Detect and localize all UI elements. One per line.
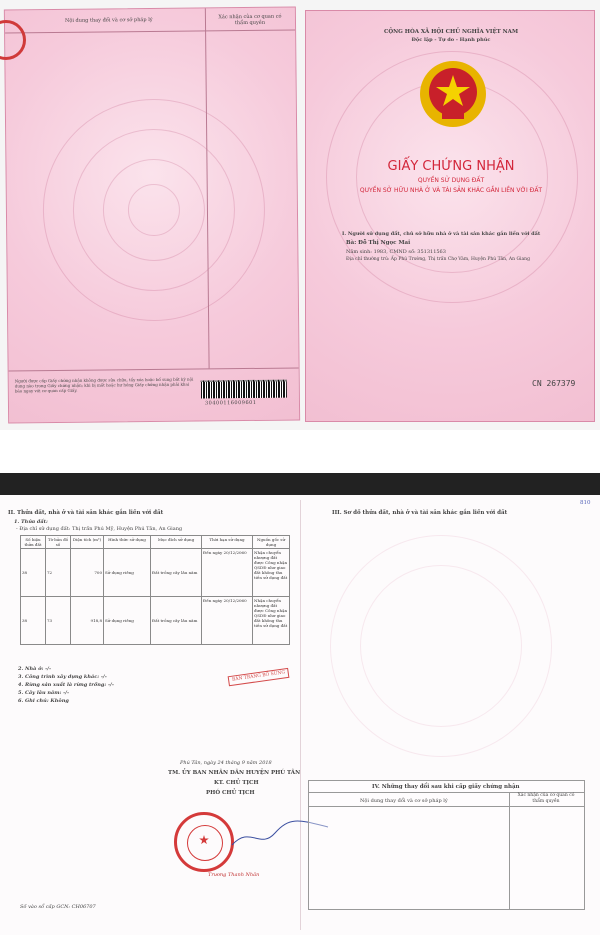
item-perennial: 5. Cây lâu năm: -/-	[18, 690, 70, 696]
supplement-stamp: BẢN TRANG BỔ SUNG	[228, 668, 290, 686]
corner-mark: 810	[580, 500, 591, 506]
signer-name: Trương Thanh Nhân	[208, 872, 260, 878]
authority-line-1: TM. ỦY BAN NHÂN DÂN HUYỆN PHÚ TÂN	[168, 770, 301, 776]
item-house: 2. Nhà ở: -/-	[18, 666, 52, 672]
table-header: Diện tích (m²)	[71, 536, 104, 549]
table-cell: Đến ngày 20/12/2060	[202, 549, 253, 597]
col2-header: Xác nhận của cơ quan có thẩm quyền	[218, 13, 282, 27]
country-name: CỘNG HÒA XÃ HỘI CHỦ NGHĨA VIỆT NAM	[383, 29, 519, 35]
section-3-heading: III. Sơ đồ thửa đất, nhà ở và tài sản khác gắn liền với đất	[332, 510, 508, 516]
table-cell: Đất trồng cây lâu năm	[151, 549, 202, 597]
serial-number: CN 267379	[532, 379, 576, 388]
table-cell: Đến ngày 20/12/2060	[202, 597, 253, 645]
certificate-subtitle-2: QUYỀN SỞ HỮU NHÀ Ở VÀ TÀI SẢN KHÁC GẮN LIỀN VỚI ĐẤT	[359, 187, 543, 194]
barcode	[201, 380, 287, 399]
official-seal-icon	[174, 812, 234, 872]
item-1-label: 1. Thửa đất:	[14, 519, 48, 525]
table-cell: 38	[21, 597, 46, 645]
owner-birth: Năm sinh: 1983, CMND số: 351311563	[346, 249, 446, 255]
section-2-heading: II. Thửa đất, nhà ở và tài sản khác gắn liền với đất	[8, 510, 164, 516]
item-forest: 4. Rừng sản xuất là rừng trồng: -/-	[18, 682, 114, 688]
footer-note: Người được cấp Giấy chứng nhận không được sửa chữa, tẩy xóa hoặc bổ sung bất kỳ nội dung nào trong Giấy chứng nhận; khi bị mất hoặc hư hỏng Giấy chứng nhận phải khai báo ngay với cơ quan cấp Giấy.	[14, 376, 194, 394]
owner-name: Bà: Đỗ Thị Ngọc Mai	[346, 240, 411, 246]
col1-header: Nội dung thay đổi và cơ sở pháp lý	[64, 16, 153, 24]
table-cell: 700	[71, 549, 104, 597]
land-address: - Địa chỉ sử dụng đất: Thị trấn Phú Mỹ, Huyện Phú Tân, An Giang	[16, 526, 183, 532]
table-cell: Nhận chuyển nhượng đất được Công nhận QSDĐ như giao đất không thu tiền sử dụng đất	[253, 597, 290, 645]
table-header: Nguồn gốc sử dụng	[253, 536, 290, 549]
table-header: Mục đích sử dụng	[151, 536, 202, 549]
table-cell: 72	[46, 549, 71, 597]
table-header: Hình thức sử dụng	[104, 536, 151, 549]
table-cell: Sử dụng riêng	[104, 549, 151, 597]
section-4-col1: Nội dung thay đổi và cơ sở pháp lý	[360, 798, 448, 804]
certificate-front-cover	[305, 10, 595, 422]
table-cell: Sử dụng riêng	[104, 597, 151, 645]
table-cell: Nhận chuyển nhượng đất được Công nhận QSDĐ như giao đất không thu tiền sử dụng đất	[253, 549, 290, 597]
item-construction: 3. Công trình xây dựng khác: -/-	[18, 674, 107, 680]
table-row	[21, 597, 290, 645]
barcode-number: 30400116009601	[204, 399, 257, 407]
table-header: Thời hạn sử dụng	[202, 536, 253, 549]
item-note: 6. Ghi chú: Không	[18, 698, 69, 704]
certificate-back-cover	[4, 6, 300, 423]
section-4-col2: Xác nhận của cơ quan có thẩm quyền	[517, 793, 575, 804]
registry-number: Số vào sổ cấp GCN: CH06707	[20, 904, 96, 910]
national-emblem-icon	[418, 59, 488, 129]
motto: Độc lập - Tự do - Hạnh phúc	[411, 37, 491, 43]
certificate-subtitle-1: QUYỀN SỬ DỤNG ĐẤT	[417, 177, 485, 184]
land-table	[20, 535, 290, 645]
divider-bar	[0, 473, 600, 495]
table-cell: 918,8	[71, 597, 104, 645]
issue-date: Phú Tân, ngày 24 tháng 9 năm 2018	[180, 760, 272, 766]
table-cell: Đất trồng cây lâu năm	[151, 597, 202, 645]
table-header-row	[21, 536, 290, 549]
table-cell: 38	[21, 549, 46, 597]
certificate-title: GIẤY CHỨNG NHẬN	[387, 159, 515, 174]
owner-address: Địa chỉ thường trú: Ấp Phú Trường, Thị trấn Chợ Vàm, Huyện Phú Tân, An Giang	[346, 257, 530, 262]
table-row	[21, 549, 290, 597]
table-cell: 73	[46, 597, 71, 645]
authority-line-2: KT. CHỦ TỊCH	[214, 780, 259, 786]
table-header: Tờ bản đồ số	[46, 536, 71, 549]
table-header: Số hiệu thửa đất	[21, 536, 46, 549]
authority-line-3: PHÓ CHỦ TỊCH	[206, 790, 255, 796]
section-4-heading: IV. Những thay đổi sau khi cấp giấy chứng nhận	[372, 784, 520, 790]
section-1-heading: I. Người sử dụng đất, chủ sở hữu nhà ở và tài sản khác gắn liền với đất	[342, 231, 541, 237]
